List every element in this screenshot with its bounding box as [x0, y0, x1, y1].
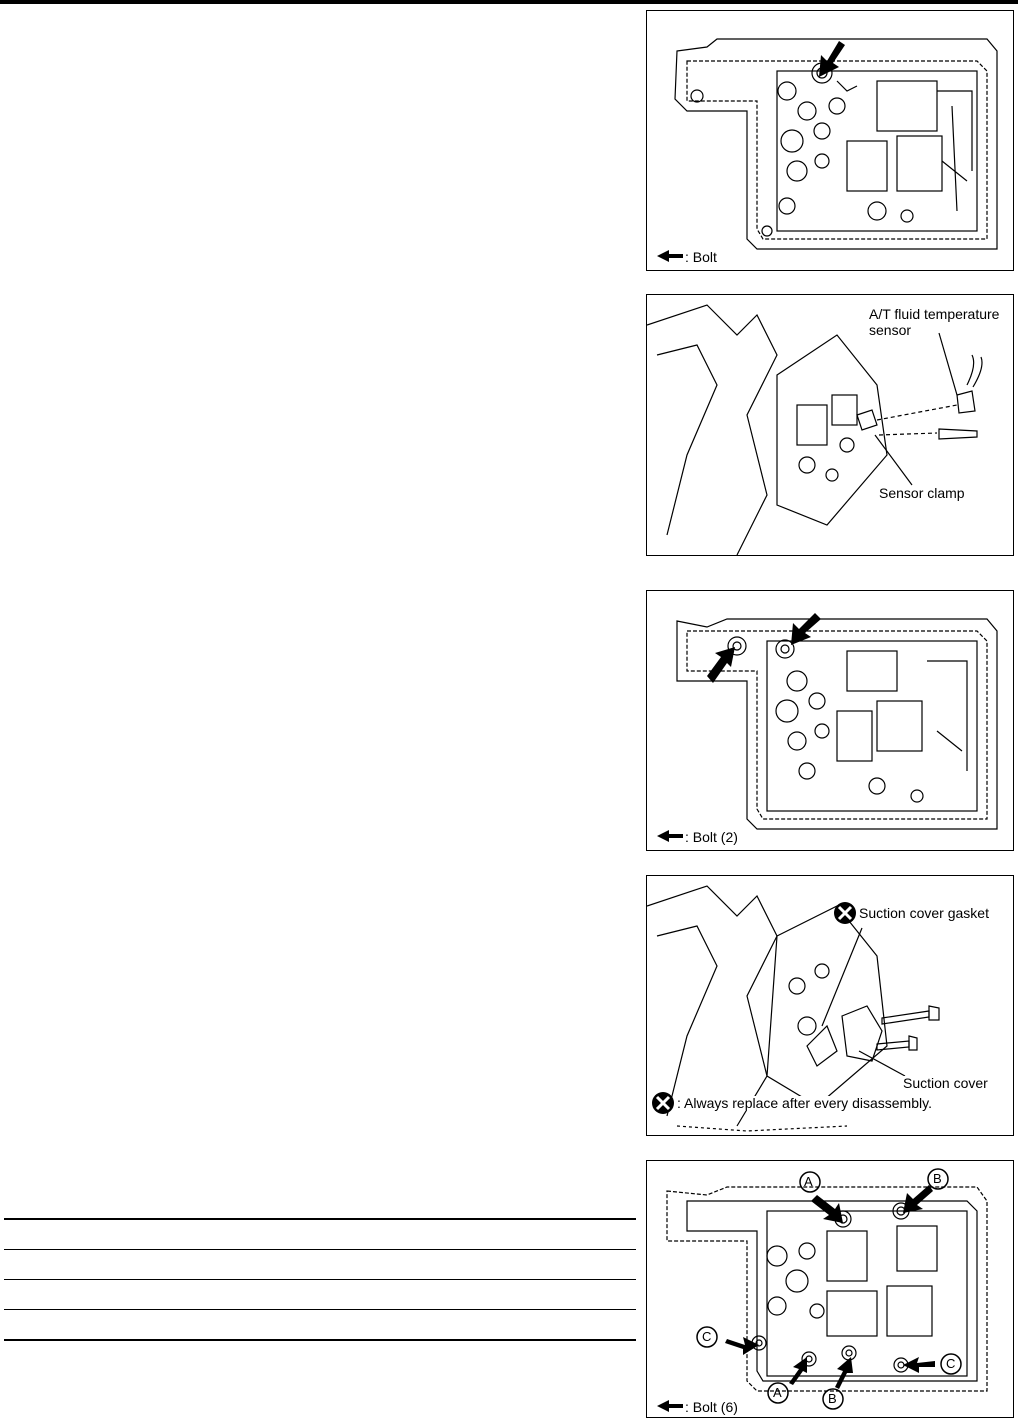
page-header-rule	[0, 0, 1018, 4]
label-always-replace: : Always replace after every disassembly.	[677, 1095, 932, 1111]
table-row	[4, 1280, 636, 1310]
table-row	[4, 1310, 636, 1341]
label-suction-cover-gasket: Suction cover gasket	[859, 905, 989, 921]
arrow-icon	[657, 250, 683, 262]
figure-suction-cover	[646, 875, 1014, 1136]
marker-b-bottom: B	[828, 1391, 837, 1406]
figure-caption: : Bolt (6)	[685, 1399, 738, 1415]
label-fluid-temperature: A/T fluid temperature	[869, 306, 1000, 322]
valve-body-bolt-locations-drawing	[647, 1161, 1013, 1417]
label-sensor: sensor	[869, 322, 912, 338]
figure-fluid-temperature-sensor	[646, 294, 1014, 556]
marker-a-bottom: A	[773, 1385, 782, 1400]
marker-a-top: A	[804, 1174, 813, 1189]
figure-bolt-6	[646, 1160, 1014, 1418]
table-row	[4, 1219, 636, 1250]
figure-control-valve-bolt	[646, 10, 1014, 271]
label-suction-cover: Suction cover	[903, 1075, 988, 1091]
sensor-drawing	[647, 295, 1013, 555]
marker-b-top: B	[933, 1171, 942, 1186]
label-sensor-clamp: Sensor clamp	[879, 485, 965, 501]
table-row	[4, 1250, 636, 1280]
marker-c-left: C	[702, 1329, 712, 1344]
bolt-spec-table	[4, 1218, 636, 1341]
figure-caption: : Bolt	[685, 249, 717, 265]
arrow-icon	[657, 830, 683, 842]
figure-caption: : Bolt (2)	[685, 829, 738, 845]
arrow-icon	[657, 1400, 683, 1412]
valve-body-drawing	[647, 591, 1013, 850]
figure-bolt-2	[646, 590, 1014, 851]
control-valve-drawing	[647, 11, 1013, 270]
marker-c-right: C	[946, 1356, 956, 1371]
